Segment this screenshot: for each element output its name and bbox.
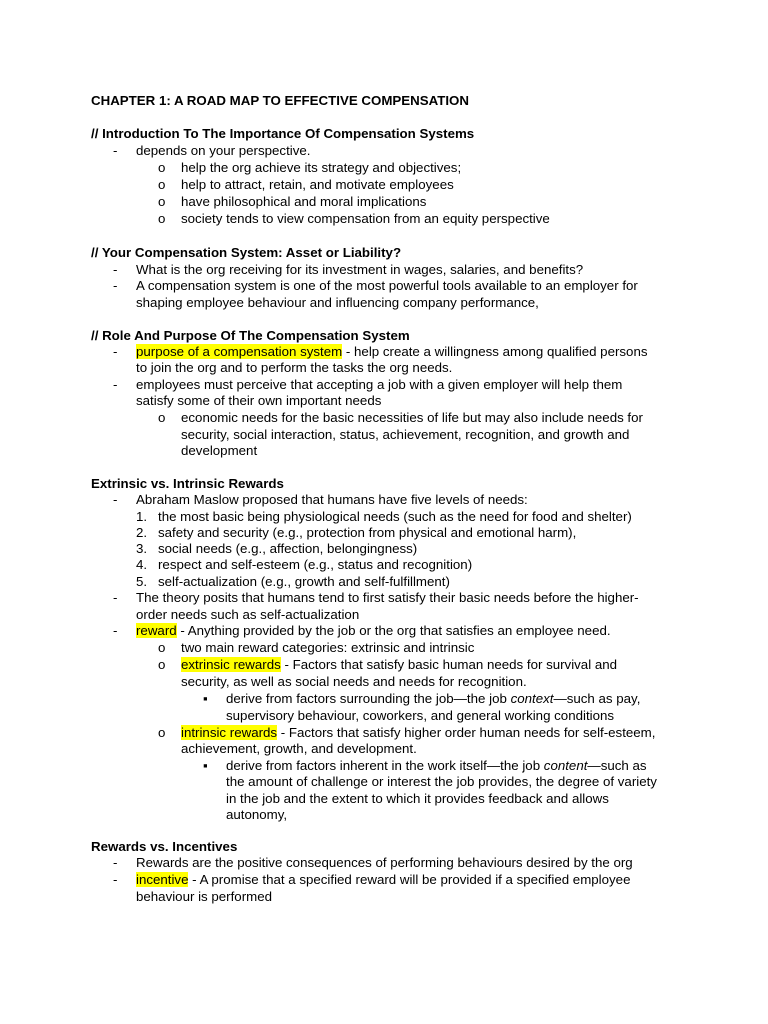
circle-bullet: o <box>158 211 166 226</box>
list-item: economic needs for the basic necessities of life but may also include needs for <box>181 410 643 425</box>
numbered-item: social needs (e.g., affection, belongingness) <box>158 541 418 556</box>
text-run: —such as pay, <box>553 691 641 706</box>
list-item <box>226 758 647 774</box>
section-heading-extrinsic-intrinsic: Extrinsic vs. Intrinsic Rewards <box>91 476 284 491</box>
number-marker: 4. <box>136 557 148 572</box>
highlighted-term: purpose of a compensation system <box>136 344 343 359</box>
list-item <box>136 344 647 360</box>
dash-bullet: - <box>113 262 118 277</box>
list-item-continued: security, social interaction, status, achievement, recognition, and growth and <box>181 427 630 442</box>
list-item: employees must perceive that accepting a job with a given employer will help them <box>136 377 623 392</box>
circle-bullet: o <box>158 640 166 655</box>
circle-bullet: o <box>158 177 166 192</box>
section-heading-role-purpose: // Role And Purpose Of The Compensation System <box>91 328 410 343</box>
highlighted-term: incentive <box>136 872 189 887</box>
circle-bullet: o <box>158 725 166 740</box>
emphasis-text: context <box>510 691 554 706</box>
number-marker: 1. <box>136 509 148 524</box>
term-definition: - Factors that satisfy higher order human needs for self-esteem, <box>277 725 656 740</box>
number-marker: 2. <box>136 525 148 540</box>
list-item: society tends to view compensation from an equity perspective <box>181 211 550 226</box>
list-item: Abraham Maslow proposed that humans have five levels of needs: <box>136 492 528 507</box>
list-item-continued: the amount of challenge or interest the job provides, the degree of variety <box>226 774 657 789</box>
circle-bullet: o <box>158 410 166 425</box>
term-definition: - Factors that satisfy basic human needs for survival and <box>280 657 618 672</box>
numbered-item: self-actualization (e.g., growth and self-fulfillment) <box>158 574 450 589</box>
list-item-continued: shaping employee behaviour and influencing company performance, <box>136 295 539 310</box>
list-item <box>226 691 640 707</box>
dash-bullet: - <box>113 344 118 359</box>
list-item: Rewards are the positive consequences of performing behaviours desired by the org <box>136 855 633 870</box>
list-item: What is the org receiving for its investment in wages, salaries, and benefits? <box>136 262 584 277</box>
dash-bullet: - <box>113 143 118 158</box>
list-item: have philosophical and moral implications <box>181 194 427 209</box>
list-item-continued: behaviour is performed <box>136 889 272 904</box>
list-item: The theory posits that humans tend to first satisfy their basic needs before the higher- <box>136 590 639 605</box>
term-definition: - A promise that a specified reward will be provided if a specified employee <box>188 872 631 887</box>
square-bullet: ▪ <box>203 758 208 773</box>
list-item-continued: achievement, growth, and development. <box>181 741 417 756</box>
text-run: derive from factors surrounding the job—the job <box>226 691 511 706</box>
list-item-continued: supervisory behaviour, coworkers, and general working conditions <box>226 708 615 723</box>
section-heading-introduction: // Introduction To The Importance Of Compensation Systems <box>91 126 475 141</box>
list-item-continued: order needs such as self-actualization <box>136 607 360 622</box>
list-item-continued: development <box>181 443 258 458</box>
dash-bullet: - <box>113 872 118 887</box>
list-item-continued: security, as well as social needs and needs for recognition. <box>181 674 527 689</box>
numbered-item: safety and security (e.g., protection from physical and emotional harm), <box>158 525 577 540</box>
list-item-continued: to join the org and to perform the tasks the org needs. <box>136 360 453 375</box>
dash-bullet: - <box>113 377 118 392</box>
numbered-item: respect and self-esteem (e.g., status and recognition) <box>158 557 473 572</box>
dash-bullet: - <box>113 855 118 870</box>
list-item-continued: satisfy some of their own important needs <box>136 393 382 408</box>
circle-bullet: o <box>158 657 166 672</box>
square-bullet: ▪ <box>203 691 208 706</box>
circle-bullet: o <box>158 194 166 209</box>
text-run: derive from factors inherent in the work itself—the job <box>226 758 544 773</box>
chapter-title: CHAPTER 1: A ROAD MAP TO EFFECTIVE COMPENSATION <box>91 93 469 108</box>
number-marker: 3. <box>136 541 148 556</box>
dash-bullet: - <box>113 278 118 293</box>
term-definition: - Anything provided by the job or the org that satisfies an employee need. <box>176 623 611 638</box>
dash-bullet: - <box>113 590 118 605</box>
term-definition: - help create a willingness among qualified persons <box>342 344 648 359</box>
number-marker: 5. <box>136 574 148 589</box>
section-heading-rewards-incentives: Rewards vs. Incentives <box>91 839 238 854</box>
list-item: help to attract, retain, and motivate employees <box>181 177 454 192</box>
emphasis-text: content <box>543 758 588 773</box>
list-item <box>136 623 611 639</box>
highlighted-term: extrinsic rewards <box>181 657 281 672</box>
list-item: A compensation system is one of the most powerful tools available to an employer for <box>136 278 638 293</box>
text-run: —such as <box>587 758 647 773</box>
numbered-item: the most basic being physiological needs (such as the need for food and shelter) <box>158 509 632 524</box>
dash-bullet: - <box>113 623 118 638</box>
dash-bullet: - <box>113 492 118 507</box>
circle-bullet: o <box>158 160 166 175</box>
list-item <box>136 872 630 888</box>
list-item <box>181 725 655 741</box>
list-item-continued: autonomy, <box>226 807 288 822</box>
list-item: two main reward categories: extrinsic and intrinsic <box>181 640 475 655</box>
list-item <box>181 657 617 673</box>
list-item-continued: in the job and the extent to which it provides feedback and allows <box>226 791 609 806</box>
list-item: depends on your perspective. <box>136 143 311 158</box>
highlighted-term: intrinsic rewards <box>181 725 278 740</box>
section-heading-asset-liability: // Your Compensation System: Asset or Liability? <box>91 245 402 260</box>
highlighted-term: reward <box>136 623 177 638</box>
list-item: help the org achieve its strategy and objectives; <box>181 160 462 175</box>
